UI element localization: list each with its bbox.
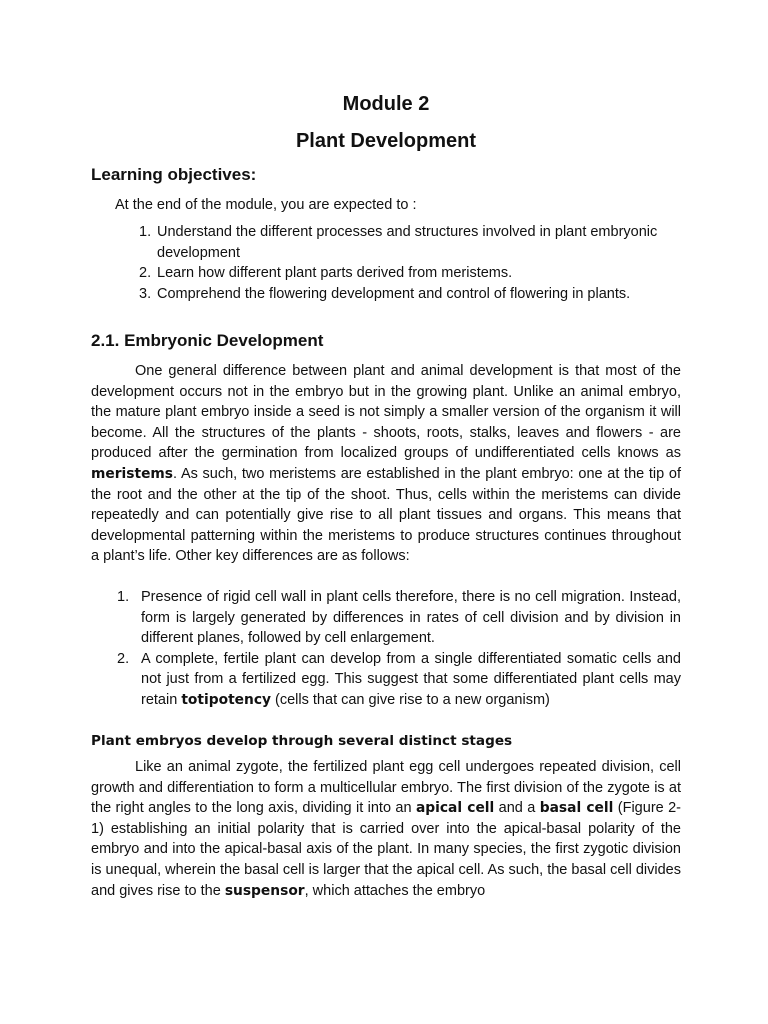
list-item-text: Understand the different processes and structures involved in plant embryonic development — [157, 224, 658, 261]
bold-term-apical-cell: apical cell — [415, 800, 495, 817]
paragraph-text: , which attaches the embryo — [304, 882, 486, 899]
learning-objectives-heading: Learning objectives: — [91, 165, 257, 184]
paragraph-text: (Figure 2-1) establishing an initial polarity that is carried over into the apical-basal polarity of the embryo and into the apical-basal axis of the plant. In many species, the first zygotic division is unequal, wherein the basal cell is larger that the apical cell. As such, the basal cell divides and gives rise to the — [91, 800, 682, 899]
list-item-number: 3. — [139, 285, 152, 302]
module-subtitle: Plant Development — [295, 130, 477, 152]
paragraph-text: . As such, two meristems are established in the plant embryo: one at the tip of the root and the other at the tip of the shoot. Thus, cells within the meristems can divide repeatedly and can potentially give rise to all plant tissues and organs. This means that developmental patterning within the meristems to produce structures continues throughout a plant’s life. Other key differences are as follows: — [91, 465, 681, 565]
paragraph-text: One general difference between plant and animal development is that most of the development occurs not in the embryo but in the growing plant. Unlike an animal embryo, the mature plant embryo inside a seed is not simply a smaller version of the organism it will become. All the structures of the plants - shoots, roots, stalks, leaves and flowers - are produced after the germination from localized groups of undifferentiated cells knows as — [91, 363, 681, 462]
list-item — [117, 649, 681, 711]
paragraph-embryo-stages — [91, 757, 681, 901]
list-item — [139, 222, 681, 263]
learning-objectives-intro: At the end of the module, you are expected to : — [115, 197, 417, 213]
section-heading: 2.1. Embryonic Development — [91, 331, 324, 350]
bold-term-meristems: meristems — [91, 465, 174, 482]
list-item-text: Learn how different plant parts derived from meristems. — [157, 265, 513, 281]
list-item-number: 2. — [139, 265, 152, 281]
learning-objectives-list — [139, 222, 681, 304]
list-item-number: 2. — [117, 650, 130, 667]
list-item-number: 1. — [139, 224, 152, 240]
paragraph-embryonic-development — [91, 361, 681, 567]
bold-term-suspensor: suspensor — [224, 882, 305, 899]
list-item — [139, 284, 681, 305]
module-title: Module 2 — [342, 93, 430, 115]
subsection-heading: Plant embryos develop through several distinct stages — [91, 733, 513, 749]
list-item — [139, 263, 681, 284]
list-item-text: Presence of rigid cell wall in plant cells therefore, there is no cell migration. Instead, form is largely generated by differences in rates of cell division and by division in different planes, followed by cell enlargement. — [141, 589, 681, 647]
paragraph-text: and a — [494, 800, 540, 817]
list-item-number: 1. — [117, 589, 130, 605]
list-item-text: A complete, fertile plant can develop from a single differentiated somatic cells and not just from a fertilized egg. This suggest that some differentiated plant cells may retain — [141, 650, 681, 708]
list-item — [117, 587, 681, 649]
bold-term-basal-cell: basal cell — [539, 800, 614, 817]
list-item-text: (cells that can give rise to a new organism) — [271, 691, 550, 708]
paragraph-text: Like an animal zygote, the fertilized plant egg cell undergoes repeated division, cell growth and differentiation to form a multicellular embryo. The first division of the zygote is at the right angles to the long axis, dividing it into an — [91, 759, 681, 817]
key-differences-list — [117, 587, 681, 711]
bold-term-totipotency: totipotency — [181, 691, 272, 708]
list-item-text: Comprehend the flowering development and control of flowering in plants. — [157, 285, 631, 302]
